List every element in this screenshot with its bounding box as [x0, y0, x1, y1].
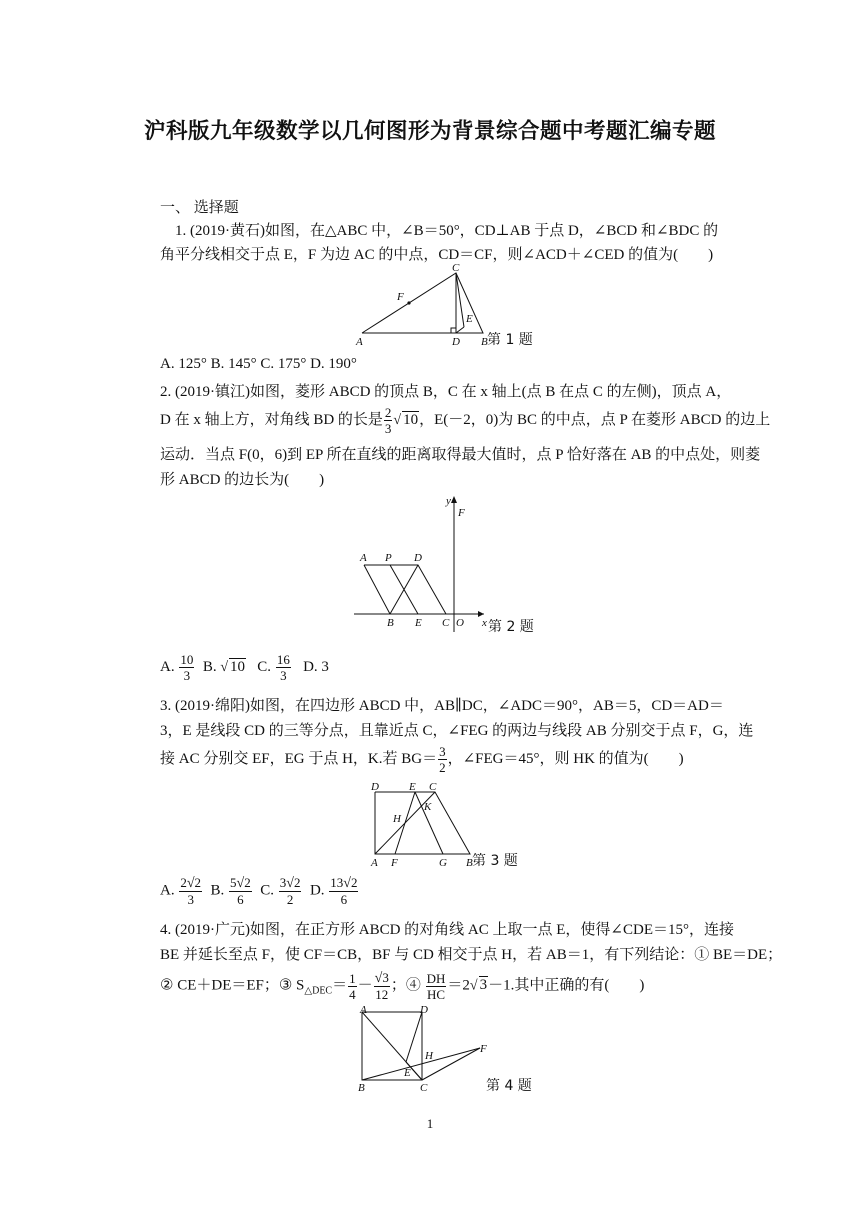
- q2-line-1: 2. (2019·镇江)如图，菱形 ABCD 的顶点 B，C 在 x 轴上(点 B 在点 C 的左侧)，顶点 A，: [160, 384, 732, 400]
- q1-label-a: A: [356, 336, 363, 348]
- q2-label-f: F: [458, 507, 465, 519]
- radical-icon: √: [393, 412, 402, 428]
- coef: 2: [180, 875, 187, 890]
- q1-label-e: E: [466, 313, 473, 325]
- q2-label-e: E: [415, 617, 422, 629]
- frac-den: 2: [286, 892, 294, 907]
- q4-label-h: H: [425, 1050, 433, 1062]
- q3-option-a: A.: [160, 882, 175, 899]
- q3-label-b: B: [466, 857, 473, 869]
- q3-option-d: D.: [309, 882, 325, 899]
- frac-den: 4: [349, 986, 356, 1002]
- q1-line-2: 角平分线相交于点 E，F 为边 AC 的中点，CD＝CF，则∠ACD＋∠CED 的值为( ): [160, 247, 714, 263]
- q2-line-2: [160, 405, 770, 436]
- radical-icon: √: [220, 659, 229, 675]
- q2-line-3: 运动．当点 F(0，6)到 EP 所在直线的距离取得最大值时，点 P 恰好落在 AB 的中点处，则菱: [160, 447, 761, 463]
- q4-subscript: △DEC: [304, 985, 333, 997]
- q4-equals: ＝: [332, 977, 348, 994]
- frac-den: HC: [426, 986, 446, 1002]
- radical-icon: √: [469, 978, 478, 994]
- frac-num: [229, 875, 252, 892]
- q3-label-c: C: [429, 781, 437, 793]
- q3-label-h: H: [393, 813, 401, 825]
- q3-line-3: [160, 744, 684, 775]
- radical-icon: √: [186, 876, 195, 891]
- q1-label-f: F: [397, 291, 404, 303]
- q2-line-4: 形 ABCD 的边长为( ): [160, 472, 325, 488]
- q3-caption: 第 3 题: [472, 853, 518, 869]
- frac-den: 3: [187, 892, 194, 907]
- frac-num: DH: [426, 970, 446, 986]
- frac-num: 10: [180, 652, 194, 667]
- q2-figure: [352, 494, 502, 634]
- q2-options: [160, 652, 329, 683]
- radicand: 2: [293, 875, 301, 890]
- q1-figure: [356, 262, 496, 355]
- document-title: 沪科版九年级数学以几何图形为背景综合题中考题汇编专题: [143, 119, 716, 144]
- radicand: 2: [194, 875, 202, 890]
- radicand: 2: [350, 875, 358, 890]
- q2-frac-den: 3: [384, 421, 392, 436]
- q3-text-3a: 接 AC 分别交 EF，EG 于点 H，K.若 BG＝: [160, 750, 438, 767]
- section-heading: 一、 选择题: [160, 200, 239, 216]
- radical-icon: √: [343, 876, 351, 891]
- q3-label-k: K: [424, 801, 432, 813]
- frac-den: 12: [375, 987, 389, 1002]
- q1-label-c: C: [452, 262, 460, 274]
- q2-option-c-value: [276, 652, 291, 683]
- q4-text-3d: ＝2: [447, 977, 470, 994]
- q4-label-f: F: [480, 1043, 487, 1055]
- q3-option-c: C.: [260, 882, 274, 899]
- q1-options: A. 125° B. 145° C. 175° D. 190°: [160, 356, 357, 372]
- q3-line-1: 3. (2019·绵阳)如图，在四边形 ABCD 中，AB∥DC，∠ADC＝90°，AB＝5，CD＝AD＝: [160, 698, 724, 714]
- q2-sqrt-value: 10: [403, 411, 419, 428]
- q4-text-3c: ；④: [390, 977, 421, 994]
- q4-minus: －: [357, 977, 373, 994]
- q2-option-a: A.: [160, 658, 175, 675]
- coef: 13: [330, 875, 344, 890]
- page-number: 1: [426, 1116, 434, 1131]
- q4-fraction-root3: [374, 970, 390, 1002]
- q2-label-o: O: [456, 617, 464, 629]
- q4-caption: 第 4 题: [486, 1078, 532, 1094]
- q3-fraction: [438, 744, 447, 775]
- q2-option-b-value: 10: [230, 658, 246, 675]
- q3-option-b: B.: [210, 882, 225, 899]
- q2-label-d: D: [414, 552, 422, 564]
- frac-den: 2: [439, 760, 446, 775]
- q4-radicand: 3: [479, 977, 488, 994]
- q2-frac-num: 2: [384, 405, 392, 420]
- q3-option-d-value: [329, 875, 358, 907]
- q2-text-2a: D 在 x 轴上方，对角线 BD 的长是: [160, 411, 383, 428]
- q4-label-a: A: [360, 1004, 367, 1016]
- coef: 3: [279, 875, 287, 890]
- frac-num: 16: [276, 652, 290, 667]
- q1-line-1: 1. (2019·黄石)如图，在△ABC 中，∠B＝50°，CD⊥AB 于点 D，∠BCD 和∠BDC 的: [175, 223, 719, 239]
- q2-option-a-value: [179, 652, 194, 683]
- q4-line-1: 4. (2019·广元)如图，在正方形 ABCD 的对角线 AC 上取一点 E，使得∠CDE＝15°，连接: [160, 922, 734, 938]
- q1-label-b: B: [481, 336, 488, 348]
- q3-options: [160, 875, 359, 907]
- radical-icon: √: [286, 876, 294, 891]
- q4-line-2: BE 并延长至点 F，使 CF＝CB，BF 与 CD 相交于点 H，若 AB＝1，有下列结论：① BE＝DE；: [160, 947, 783, 963]
- q2-label-x: x: [482, 617, 487, 629]
- frac-den: 6: [237, 892, 244, 907]
- q4-label-b: B: [358, 1082, 365, 1094]
- coef: 5: [230, 875, 237, 890]
- frac-num: [179, 875, 202, 892]
- q4-text-3e: －1.其中正确的有( ): [488, 977, 645, 994]
- q2-option-d: D. 3: [303, 658, 329, 675]
- q2-label-a: A: [360, 552, 367, 564]
- frac-num: 1: [349, 970, 356, 986]
- radicand: 2: [244, 875, 251, 890]
- frac-den: 3: [183, 668, 191, 683]
- q3-line-2: 3，E 是线段 CD 的三等分点，且靠近点 C，∠FEG 的两边与线段 AB 分别交于点 F，G，连: [160, 723, 754, 739]
- q2-fraction: [384, 405, 393, 436]
- q4-fraction-quarter: [348, 971, 357, 1002]
- q1-label-d: D: [452, 336, 460, 348]
- radical-icon: √: [236, 876, 245, 891]
- q3-option-c-value: [279, 875, 302, 907]
- q3-label-f: F: [391, 857, 398, 869]
- q2-label-c: C: [442, 617, 450, 629]
- q3-label-g: G: [439, 857, 447, 869]
- q4-label-d: D: [420, 1004, 428, 1016]
- q4-fraction-ratio: [426, 971, 447, 1002]
- q1-caption: 第 1 题: [487, 332, 533, 348]
- frac-den: 3: [280, 668, 287, 683]
- q3-label-d: D: [371, 781, 379, 793]
- q3-label-e: E: [409, 781, 416, 793]
- q2-label-b: B: [387, 617, 394, 629]
- q3-option-b-value: [229, 875, 252, 907]
- frac-num: [374, 970, 390, 987]
- radical-icon: √: [374, 971, 383, 986]
- frac-num: [329, 875, 358, 892]
- q3-label-a: A: [371, 857, 378, 869]
- frac-num: [279, 875, 302, 892]
- q2-label-y: y: [446, 495, 451, 507]
- q2-option-c: C.: [257, 658, 272, 675]
- q3-option-a-value: [179, 875, 202, 907]
- frac-den: 6: [340, 892, 348, 907]
- q2-option-b: B.: [202, 658, 217, 675]
- q3-figure: [368, 780, 488, 868]
- q4-label-c: C: [420, 1082, 428, 1094]
- q2-text-2b: ，E(－2，0)为 BC 的中点，点 P 在菱形 ABCD 的边上: [419, 411, 771, 428]
- q2-caption: 第 2 题: [488, 619, 534, 635]
- q4-label-e: E: [404, 1067, 411, 1079]
- q4-figure: [354, 1006, 494, 1096]
- q3-text-3b: ，∠FEG＝45°，则 HK 的值为( ): [447, 750, 684, 767]
- frac-num: 3: [439, 744, 446, 759]
- radicand: 3: [382, 970, 389, 985]
- q4-line-3: [160, 970, 644, 1002]
- q4-text-3a: ② CE＋DE＝EF；③ S: [160, 977, 305, 994]
- q2-label-p: P: [385, 552, 392, 564]
